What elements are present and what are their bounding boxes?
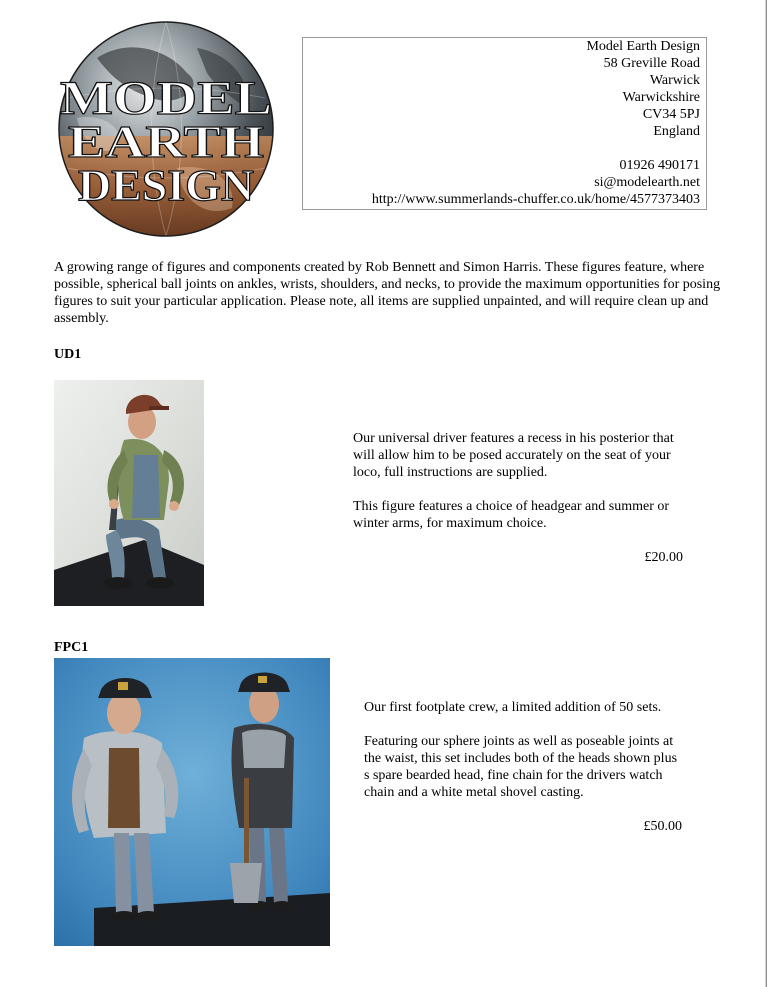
address-spacer [303,140,700,157]
product-code-fpc1: FPC1 [54,640,89,655]
product-price-fpc1: £50.00 [643,819,682,834]
intro-paragraph: A growing range of figures and components created by Rob Bennett and Simon Harris. These figures feature, where possible, spherical ball joints on ankles, wrists, shoulders, and necks, to provide the maximum opportunities for posing figures to suit your particular application. Please note, all items are supplied unpainted, and will require clean up and assembly. [54,260,721,326]
product-photo-fpc1 [54,658,330,946]
address-country: England [653,124,700,139]
product-paragraph: Featuring our sphere joints as well as poseable joints at the waist, this set includes both of the heads shown plus s spare bearded head, fine chain for the drivers watch chain and a white metal shovel casting. [364,734,678,800]
logo-line-earth: EARTH [68,116,265,167]
logo-line-model: MODEL [60,72,272,125]
company-name: Model Earth Design [586,39,700,54]
logo-line-design: DESIGN [78,161,255,210]
product-paragraph: This figure features a choice of headgear and summer or winter arms, for maximum choice. [353,499,670,531]
product-description-fpc1 [364,699,682,835]
phone-number: 01926 490171 [619,158,700,173]
product-code-ud1: UD1 [54,347,82,362]
product-paragraph: Our universal driver features a recess in his posterior that will allow him to be posed accurately on the seat of your loco, full instructions are supplied. [353,431,674,480]
company-logo [57,18,275,240]
product-price-ud1: £20.00 [644,550,683,565]
address-town: Warwick [649,73,700,88]
email-address[interactable]: si@modelearth.net [594,175,700,190]
address-box [302,37,707,210]
address-street: 58 Greville Road [603,56,700,71]
product-description-ud1 [353,430,683,566]
address-postcode: CV34 5PJ [642,107,700,122]
product-paragraph: Our first footplate crew, a limited addition of 50 sets. [364,700,662,715]
product-photo-ud1 [54,380,204,606]
address-county: Warwickshire [622,90,700,105]
website-url[interactable]: http://www.summerlands-chuffer.co.uk/home/4577373403 [371,192,700,207]
